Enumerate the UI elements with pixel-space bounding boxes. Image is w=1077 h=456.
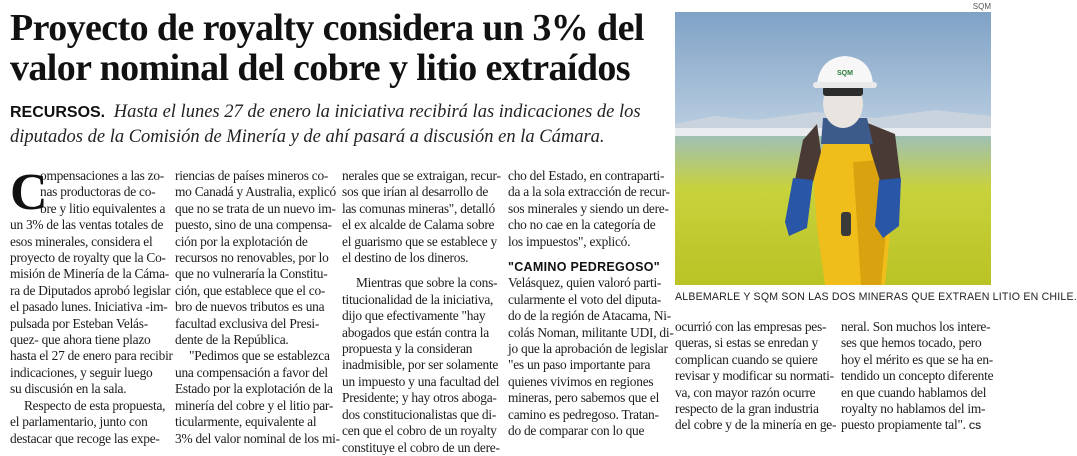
text-line: un impuesto y una facultad del: [342, 373, 500, 389]
text-line: sos minerales y siendo un dere-: [508, 200, 669, 216]
paragraph-gap: [508, 250, 668, 259]
text-line: riencias de países mineros co-: [175, 168, 329, 183]
section-kicker: RECURSOS.: [10, 104, 106, 121]
paragraph-gap: [342, 266, 502, 275]
text-line: minería del cobre y el litio par-: [175, 397, 334, 413]
article-column-4: [508, 168, 674, 440]
text-line: ra de Diputados aprobó legislar: [10, 282, 171, 298]
text-line: queras, si estas se enredan y: [675, 335, 818, 351]
article-column-2: [175, 168, 340, 447]
text-line: que no vulneraría la Constitu-: [175, 266, 328, 282]
text-line: su discusión en la sala.: [10, 381, 127, 397]
text-line: sos que irían al desarrollo de: [342, 184, 489, 200]
text-line: destacar que recoge las expe-: [10, 430, 160, 446]
text-line: respecto de la gran industria: [675, 401, 819, 417]
text-line: una compensación a favor del: [175, 364, 328, 380]
text-line: las comunas mineras", detalló: [342, 200, 495, 216]
text-line: neral. Son muchos los intere-: [841, 319, 991, 334]
text-line: dijo que efectivamente "hay: [342, 308, 486, 324]
text-line: puesto, sino de una compensa-: [175, 217, 332, 233]
text-line: facultad exclusiva del Presi-: [175, 315, 320, 331]
text-line: da a la sola extracción de recur-: [508, 184, 670, 200]
dropcap-letter: C: [10, 164, 48, 221]
text-line: quienes vivimos en regiones: [508, 373, 654, 389]
text-line: 3% del valor nominal de los mi-: [175, 430, 340, 446]
text-line: dente de la República.: [175, 332, 289, 348]
text-line: Velásquez, quien valoró parti-: [508, 275, 662, 291]
headline-line-1: Proyecto de royalty considera un 3% del: [10, 7, 644, 49]
lead-text-1: Hasta el lunes 27 de enero la iniciativa recibirá las indicaciones de los: [113, 102, 641, 122]
photo-illustration: [675, 12, 991, 285]
hard-hat-brim: [813, 82, 877, 88]
text-line: Respecto de esta propuesta,: [24, 397, 166, 413]
text-line: proyecto de royalty que la Co-: [10, 250, 166, 266]
article-column-3: [342, 168, 502, 456]
author-end-mark: CS: [968, 421, 981, 432]
text-line-last: [841, 417, 993, 434]
text-line: royalty no hablamos del im-: [841, 401, 986, 417]
text-line: ses que hemos tocado, pero: [841, 335, 982, 351]
text-line: los impuestos", explicó.: [508, 233, 631, 249]
photo-credit: SQM: [972, 2, 991, 11]
text-line: do de comparar con lo que: [508, 423, 645, 439]
text-line: ción por la explotación de: [175, 233, 308, 249]
section-subhead: "CAMINO PEDREGOSO": [508, 260, 660, 275]
text-line: complican cuando se quiere: [675, 351, 818, 367]
text-line: tendido un concepto diferente: [841, 368, 994, 384]
text-line: Presidente; y hay otros aboga-: [342, 390, 497, 406]
text-line: quez- que ahora tiene plazo: [10, 332, 151, 348]
text-line: ompensaciones a las zo-: [40, 168, 165, 183]
text-line: cularmente el voto del diputa-: [508, 291, 662, 307]
article-column-6: [841, 319, 993, 435]
text-line: Estado por la explotación de la: [175, 381, 333, 397]
text-line: "es un paso importante para: [508, 357, 651, 373]
text-line: "Pedimos que se establezca: [189, 348, 330, 364]
text-line: va, con mayor razón ocurre: [675, 384, 816, 400]
text-line: ción, que establece que el co-: [175, 282, 326, 298]
text-line: el parlamentario, junto con: [10, 414, 148, 430]
text-line: el ex alcalde de Calama sobre: [342, 217, 495, 233]
text-line: mineras, pero sabemos que el: [508, 390, 660, 406]
text-line: constituye el cobro de un dere-: [342, 439, 500, 455]
text-line: puesto propiamente tal".: [841, 417, 966, 433]
text-line: camino es pedregoso. Tratan-: [508, 406, 659, 422]
text-line: cho no cae en la categoría de: [508, 217, 656, 233]
text-line: colás Noman, militante UDI, di-: [508, 324, 674, 340]
text-line: propuesta y la consideran: [342, 341, 473, 357]
text-line: revisar y modificar su normati-: [675, 368, 834, 384]
dropcap-block: [10, 164, 168, 221]
text-line: mo Canadá y Australia, explicó: [175, 184, 336, 200]
photo-caption: ALBEMARLE Y SQM SON LAS DOS MINERAS QUE EXTRAEN LITIO EN CHILE.: [675, 291, 1077, 303]
text-line: titucionalidad de la iniciativa,: [342, 291, 494, 307]
article-column-1: [10, 164, 173, 447]
text-line: que no se trata de un nuevo im-: [175, 200, 336, 216]
text-line: un 3% de las ventas totales de: [10, 217, 164, 233]
text-line: ticularmente, equivalente al: [175, 414, 317, 430]
text-line: el guarismo que se establece y: [342, 233, 497, 249]
lead-line-2: diputados de la Comisión de Minería y de ahí pasará a discusión en la Cámara.: [10, 127, 605, 147]
headline-line-2: valor nominal del cobre y litio extraídos: [10, 47, 630, 89]
text-line: inadmisible, por ser solamente: [342, 357, 499, 373]
text-line: nerales que se extraigan, recur-: [342, 168, 501, 183]
lead-paragraph: [10, 100, 675, 149]
text-line: nas productoras de co-: [40, 184, 156, 200]
text-line: cen que el cobro de un royalty: [342, 423, 497, 439]
text-line: cho del Estado, en contraparti-: [508, 168, 665, 183]
article-column-5: [675, 319, 835, 434]
text-line: jo que la aprobación de legislar: [508, 341, 668, 357]
text-line: bro de nuevos tributos es una: [175, 299, 325, 315]
text-line: esos minerales, considera el: [10, 233, 153, 249]
text-line: abogados que están contra la: [342, 324, 489, 340]
bottle: [841, 212, 851, 236]
article-photo: [675, 12, 991, 285]
text-line: indicaciones, y seguir luego: [10, 364, 153, 380]
text-line: en que cuando hablamos del: [841, 384, 987, 400]
text-line: Mientras que sobre la cons-: [356, 275, 498, 291]
helmet-logo: SQM: [837, 70, 853, 77]
text-line: misión de Minería de la Cáma-: [10, 266, 169, 282]
text-line: recursos no renovables, por lo: [175, 250, 329, 266]
text-line: el pasado lunes. Iniciativa -im-: [10, 299, 168, 315]
text-line: hoy el mérito es que se ha en-: [841, 351, 994, 367]
text-line: bre y litio equivalentes a: [40, 200, 166, 216]
text-line: hasta el 27 de enero para recibir: [10, 348, 173, 364]
text-line: pulsada por Esteban Velás-: [10, 315, 148, 331]
text-line: el destino de los dineros.: [342, 250, 469, 266]
text-line: do de la región de Atacama, Ni-: [508, 308, 671, 324]
headline: [10, 8, 675, 88]
text-line: dos constitucionalistas que di-: [342, 406, 497, 422]
text-line: del cobre y de la minería en ge-: [675, 417, 837, 433]
lead-line-1: [10, 100, 675, 125]
text-line: ocurrió con las empresas pes-: [675, 319, 827, 334]
